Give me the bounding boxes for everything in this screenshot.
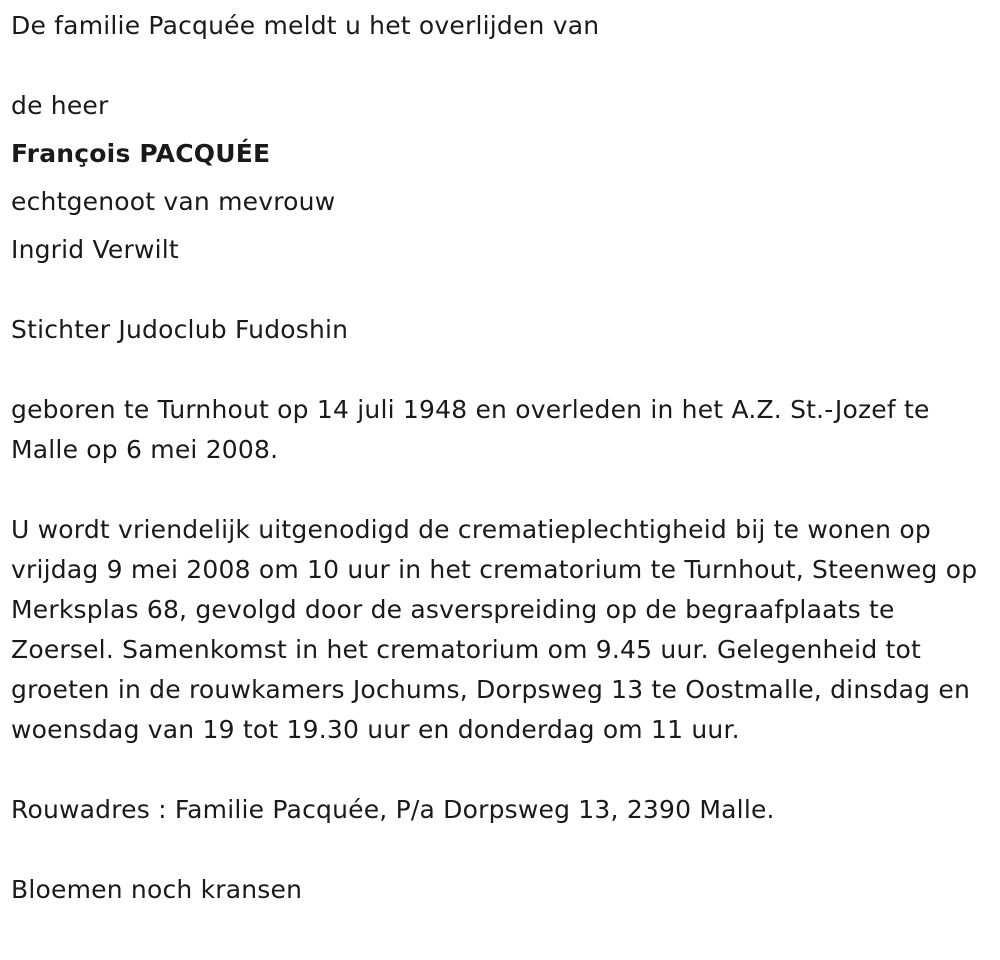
ceremony-text: U wordt vriendelijk uitgenodigd de crematieplechtigheid bij te wonen op vrijdag 9 mei 2008 om 10 uur in het crematorium te Turnhout, Steenweg op Merksplas 68, gevolgd door de asverspreiding op de begraafplaats te Zoersel. Samenkomst in het crematorium om 9.45 uur. Gelegenheid tot groeten in de rouwkamers Jochums, Dorpsweg 13 te Oostmalle, dinsdag en woensdag van 19 tot 19.30 uur en donderdag om 11 uur. — [11, 515, 978, 744]
birth-death-text: geboren te Turnhout op 14 juli 1948 en overleden in het A.Z. St.-Jozef te Malle op 6 mei 2008. — [11, 395, 930, 464]
salutation-text: de heer — [11, 91, 109, 120]
intro-text: De familie Pacquée meldt u het overlijden van — [11, 11, 600, 40]
role-text: Stichter Judoclub Fudoshin — [11, 315, 349, 344]
spouse-name: Ingrid Verwilt — [11, 235, 179, 264]
deceased-name: François PACQUÉE — [11, 139, 271, 168]
spouse-intro-text: echtgenoot van mevrouw — [11, 187, 336, 216]
address-text: Rouwadres : Familie Pacquée, P/a Dorpsweg 13, 2390 Malle. — [11, 795, 775, 824]
flowers-text: Bloemen noch kransen — [11, 875, 303, 904]
